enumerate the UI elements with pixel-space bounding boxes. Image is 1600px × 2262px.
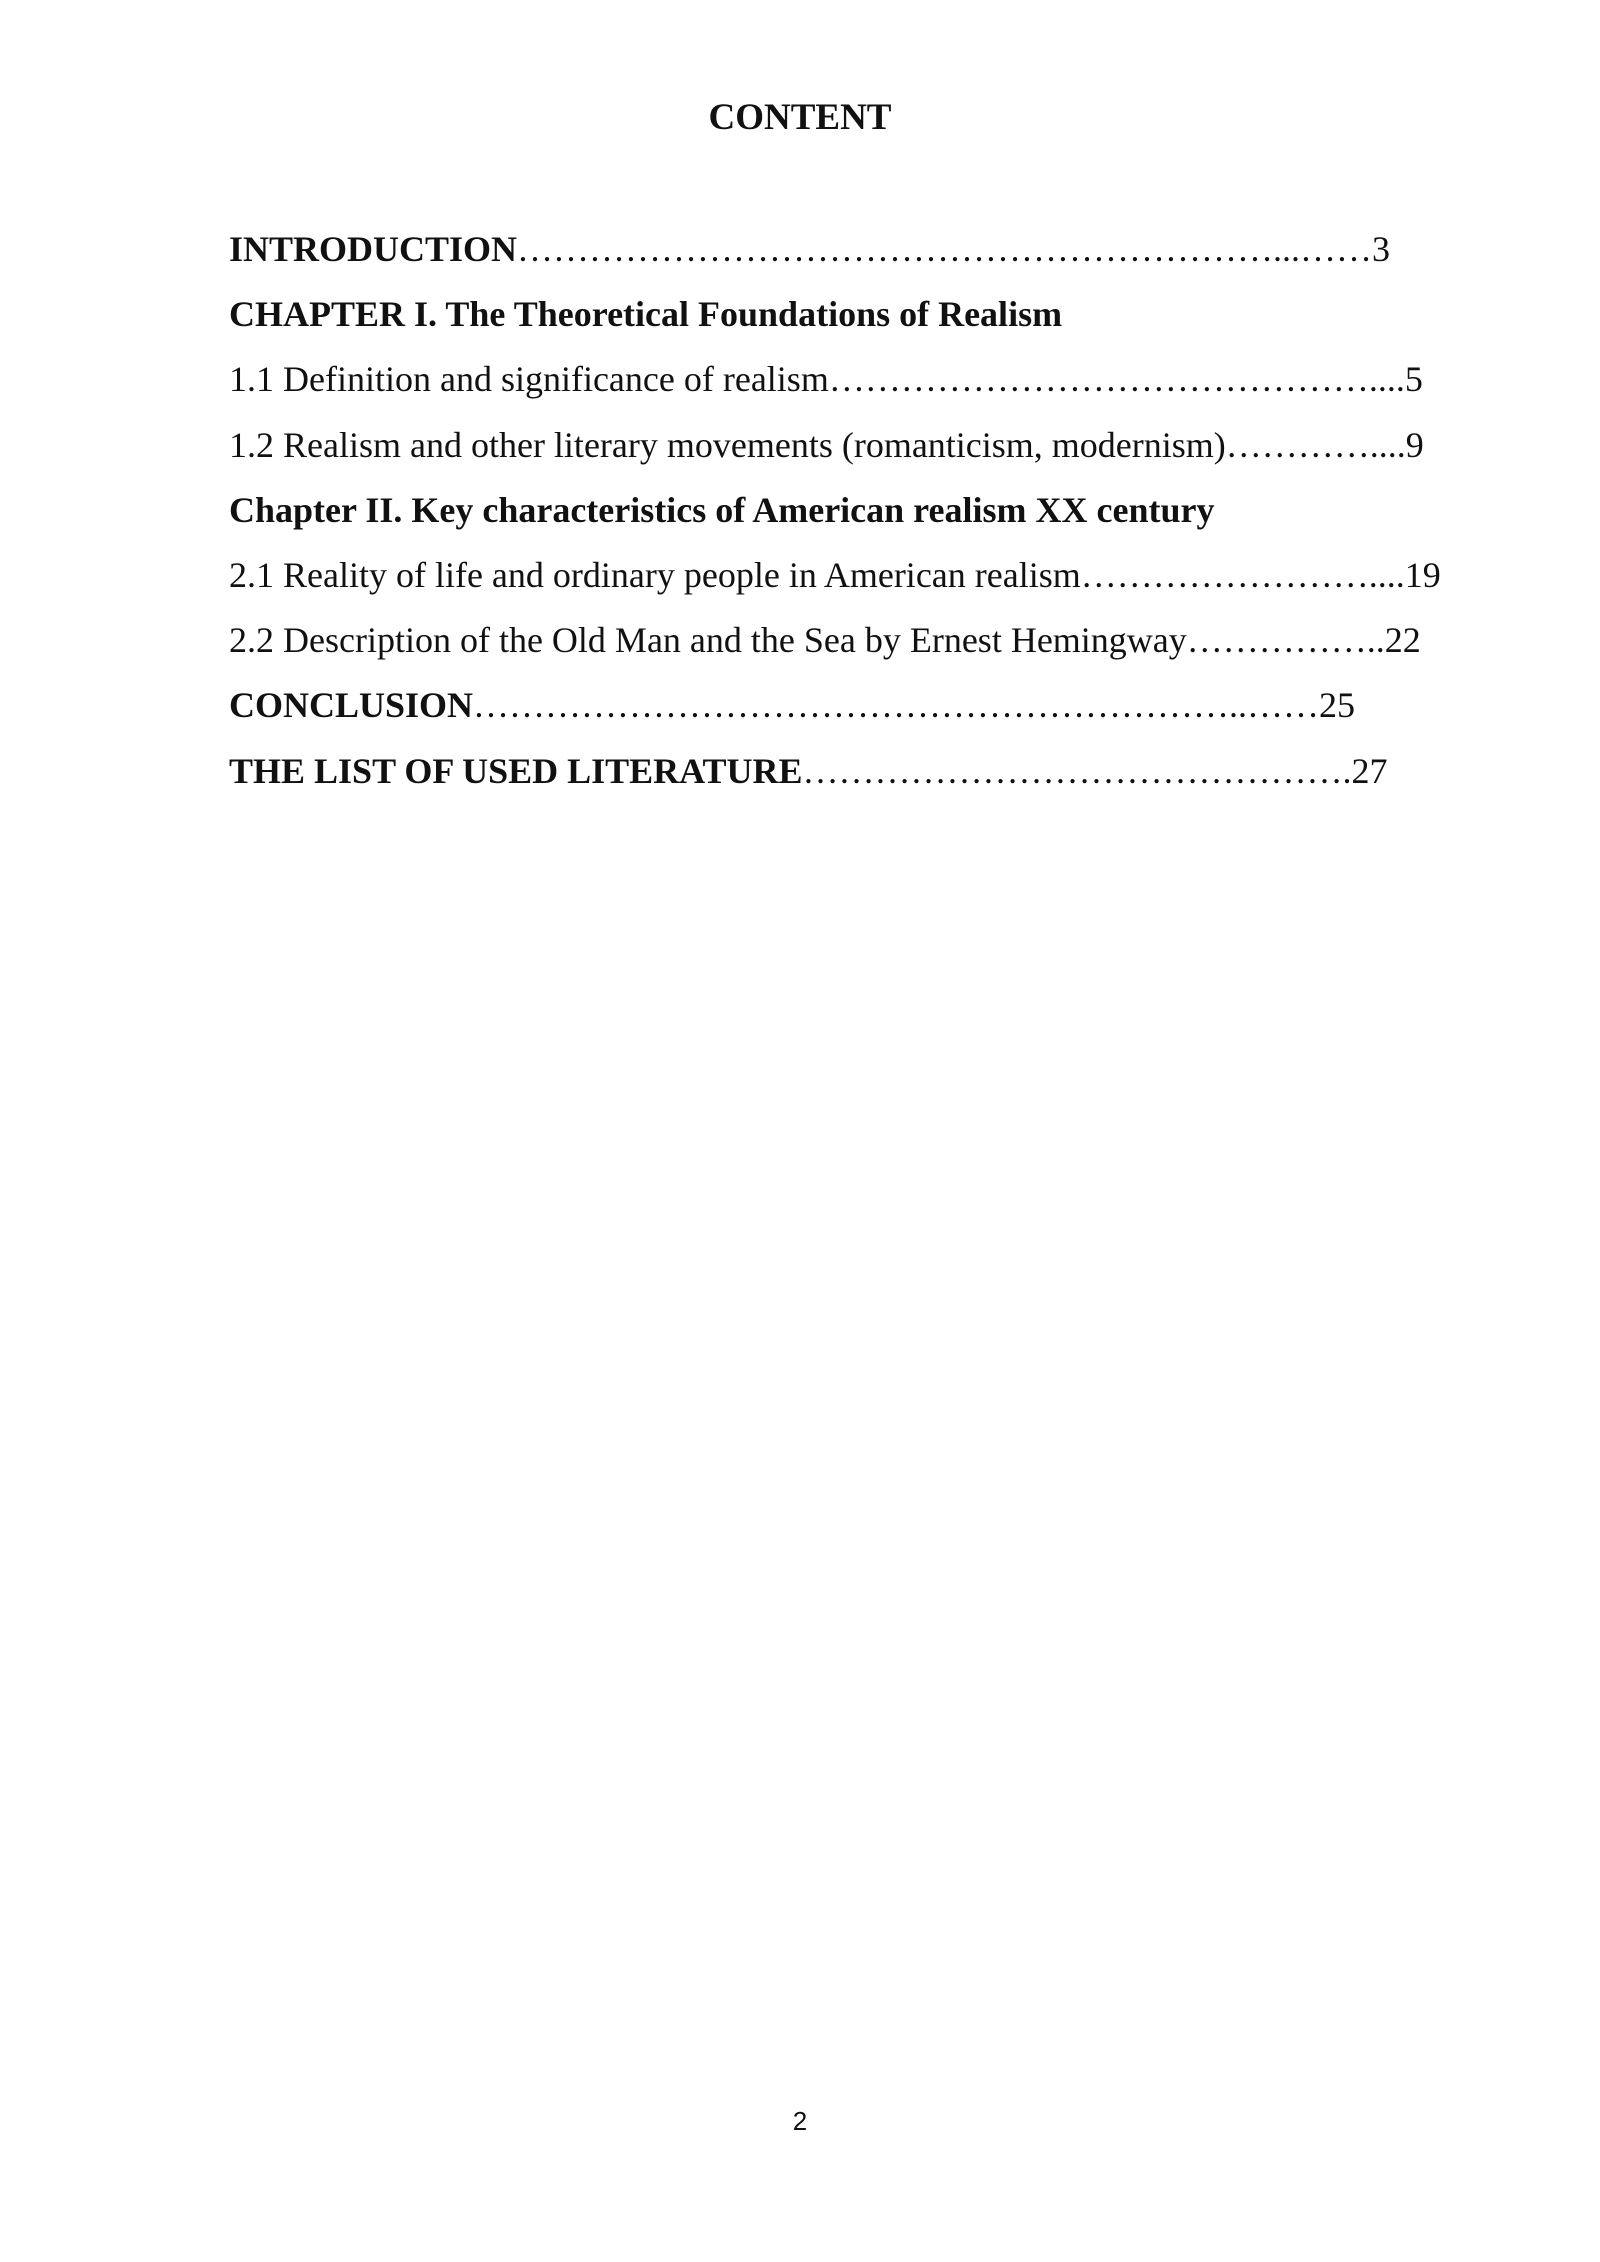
- toc-page-number: ...9: [1378, 424, 1424, 465]
- page-number: 2: [792, 2106, 808, 2136]
- toc-leader-dots: ………….: [1225, 424, 1379, 465]
- toc-entry-title: Chapter II. Key characteristics of American realism XX century: [229, 489, 1215, 530]
- toc-entry-title: INTRODUCTION: [229, 229, 518, 269]
- toc-entry-title: THE LIST OF USED LITERATURE: [229, 750, 803, 791]
- toc-entry-2-2[interactable]: [229, 614, 1489, 679]
- toc-entry-title: CONCLUSION: [229, 685, 474, 726]
- toc-page-number: 27: [1351, 750, 1388, 791]
- toc-leader-dots: ……………………………………….: [802, 750, 1352, 791]
- toc-entry-title: 2.1 Reality of life and ordinary people in American realism: [229, 554, 1081, 595]
- table-of-contents: [229, 223, 1489, 810]
- toc-page-number: 22: [1384, 620, 1421, 661]
- toc-entry-conclusion[interactable]: [229, 679, 1489, 744]
- toc-leader-dots: ………………………………………………………...……: [517, 229, 1373, 269]
- toc-leader-dots: ……………………………………….: [828, 359, 1378, 400]
- page-title: CONTENT: [708, 97, 892, 138]
- toc-page-number: 3: [1372, 229, 1391, 269]
- toc-entry-literature[interactable]: [229, 745, 1489, 810]
- toc-leader-dots: ……………………..: [1080, 554, 1387, 595]
- toc-entry-1-2[interactable]: [229, 419, 1489, 484]
- toc-entry-introduction[interactable]: [229, 223, 1489, 288]
- toc-leader-dots: ………………………………………………………..……: [473, 685, 1320, 726]
- toc-page-number: 25: [1319, 685, 1356, 726]
- toc-leader-dots: ……………..: [1186, 620, 1385, 661]
- toc-entry-1-1[interactable]: [229, 353, 1489, 418]
- toc-entry-title: 1.1 Definition and significance of realism: [229, 359, 829, 400]
- toc-entry-2-1[interactable]: [229, 549, 1489, 614]
- toc-entry-title: 1.2 Realism and other literary movements (romanticism, modernism): [229, 424, 1226, 465]
- toc-page-number: ...5: [1377, 359, 1423, 400]
- toc-entry-chapter-1[interactable]: [229, 288, 1489, 353]
- toc-entry-chapter-2[interactable]: [229, 484, 1489, 549]
- toc-page-number: ..19: [1386, 554, 1441, 595]
- toc-entry-title: 2.2 Description of the Old Man and the Sea by Ernest Hemingway: [229, 620, 1187, 661]
- toc-entry-title: CHAPTER I. The Theoretical Foundations of Realism: [229, 294, 1063, 335]
